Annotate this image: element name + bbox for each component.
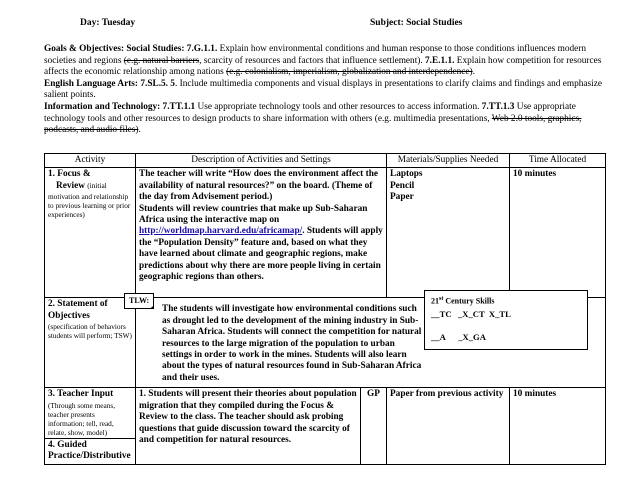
activity-title-review: Review	[56, 180, 85, 191]
century-skills-title	[431, 294, 581, 307]
africamap-link[interactable]: http://worldmap.harvard.edu/africamap/	[139, 226, 303, 237]
header-time: Time Allocated	[510, 154, 606, 168]
social-studies-goal	[44, 44, 604, 79]
ss-goal-strike: (e.g. natural barriers	[123, 55, 200, 66]
description-cell	[136, 388, 361, 464]
material-item: Pencil	[390, 180, 415, 191]
materials-cell	[387, 168, 510, 298]
objectives-text: The students will investigate how environmental conditions such as drought led to the development of the mining industry in Sub-Saharan Africa. Students will connect the competition for natural resources to the large migration of the population to urban settings in order to work in the mines. Students will also learn about the types of natural resources found in Sub-Saharan Africa and their uses.	[162, 304, 422, 383]
bullet-icon: •	[151, 304, 155, 315]
day-label: Day: Tuesday	[80, 18, 136, 28]
activity-cell	[45, 388, 136, 464]
subject-label: Subject: Social Studies	[370, 18, 463, 28]
header-description: Description of Activities and Settings	[136, 154, 387, 168]
header-activity: Activity	[45, 154, 136, 168]
skills-title-num: 21	[431, 296, 439, 306]
skills-title-sup: st	[439, 296, 444, 302]
ss-goal-strike-2: (e.g. colonialism, imperialism, globalization and interdependence)	[226, 67, 473, 78]
table-header-row	[45, 154, 606, 168]
teacher-input-block	[45, 388, 135, 438]
grouping-cell: GP	[361, 388, 387, 464]
ela-goal-label: English Language Arts: 7.SL.5. 5	[44, 78, 175, 89]
it-goal-strike: Web 2.0 tools, graphics, podcasts, and audio files)	[44, 113, 582, 136]
description-text-3: . Students will apply the “Population Density” feature and, based on what they have learned about climate and geographic regions, make predictions about why there are more people living in certain geographic regions than others.	[139, 226, 383, 283]
skills-title-text: Century Skills	[443, 296, 495, 306]
material-item: Paper	[390, 192, 414, 203]
description-text-2: Students will review countries that make up Sub-Saharan Africa using the interactive map on	[139, 203, 368, 226]
material-item: Laptops	[390, 169, 423, 180]
table-row	[45, 388, 606, 464]
ss-goal-end: .	[472, 67, 475, 78]
guided-practice-block	[45, 439, 135, 464]
ss-goal-text: Explain how environmental conditions and human response to those conditions influences modern societies and regions	[44, 44, 586, 66]
activity-title: 2. Statement of	[48, 299, 108, 310]
activity-cell	[45, 168, 136, 298]
ela-goal-text: . Include multimedia components and visual displays in presentations to clarify claims and findings and emphasize salient points.	[44, 78, 603, 101]
ela-goal	[44, 79, 604, 102]
it-goal-code-2: 7.TT.1.3	[481, 101, 515, 112]
activity-title-line2: Objectives	[48, 310, 90, 321]
activity-sub-inline: (initial	[87, 180, 107, 190]
activity-title: 1. Focus &	[48, 169, 91, 180]
goals-section	[44, 44, 604, 137]
ss-goal-text-3: Explain how competition for resources affects the economic relationship among nations	[44, 55, 602, 78]
activity-title-guided: 4. Guided	[48, 439, 87, 450]
skills-line-2: __A _X_GA	[431, 331, 486, 342]
activity-title: 3. Teacher Input	[48, 389, 114, 400]
it-goal-text-2: Use appropriate technology tools and other resources to design products to share information with others (e.g. multimedia presentations,	[44, 101, 576, 124]
description-text: 1. Students will present their theories about population migration that they compiled during the Focus & Review to the class. The teacher should ask probing questions that guide discussion toward the scarcity of and competition for natural resources.	[139, 389, 357, 446]
activity-title-line2	[48, 181, 132, 192]
header-materials: Materials/Supplies Needed	[387, 154, 510, 168]
skills-line-1: __TC _X_CT X_TL	[431, 308, 511, 319]
materials-cell: Paper from previous activity	[387, 388, 510, 464]
activity-subtitle: motivation and relationship to previous learning or prior experiences)	[48, 192, 131, 220]
ss-goal-label: Goals & Objectives: Social Studies: 7.G.1.1.	[44, 44, 218, 54]
objectives-text-wrap	[139, 299, 424, 384]
time-cell: 10 minutes	[510, 168, 606, 298]
activity-title-guided-2: Practice/Distributive	[48, 451, 131, 462]
it-goal	[44, 102, 604, 137]
century-skills-box	[424, 290, 588, 350]
it-goal-text: Use appropriate technology tools and other resources to access information.	[195, 101, 482, 112]
description-cell	[136, 168, 387, 298]
ss-goal-text-2: , scarcity of resources and factors that influence settlement).	[199, 55, 426, 66]
it-goal-label: Information and Technology: 7.TT.1.1	[44, 101, 196, 112]
table-row	[45, 168, 606, 298]
time-cell: 10 minutes	[510, 388, 606, 464]
activity-subtitle: (specification of behaviors students will perform; TSW)	[48, 322, 132, 341]
tlw-label: TLW:	[124, 293, 154, 308]
activity-subtitle: (Through some means, teacher presents information; tell, read, relate, show, model)	[48, 400, 116, 437]
activity-cell	[45, 298, 136, 388]
description-text: The teacher will write “How does the environment affect the availability of natural resources?” on the board. (Theme of the day from Advisement period.)	[139, 169, 378, 203]
it-goal-end: .	[138, 125, 141, 136]
ss-goal-code-2: 7.E.1.1.	[425, 55, 455, 66]
